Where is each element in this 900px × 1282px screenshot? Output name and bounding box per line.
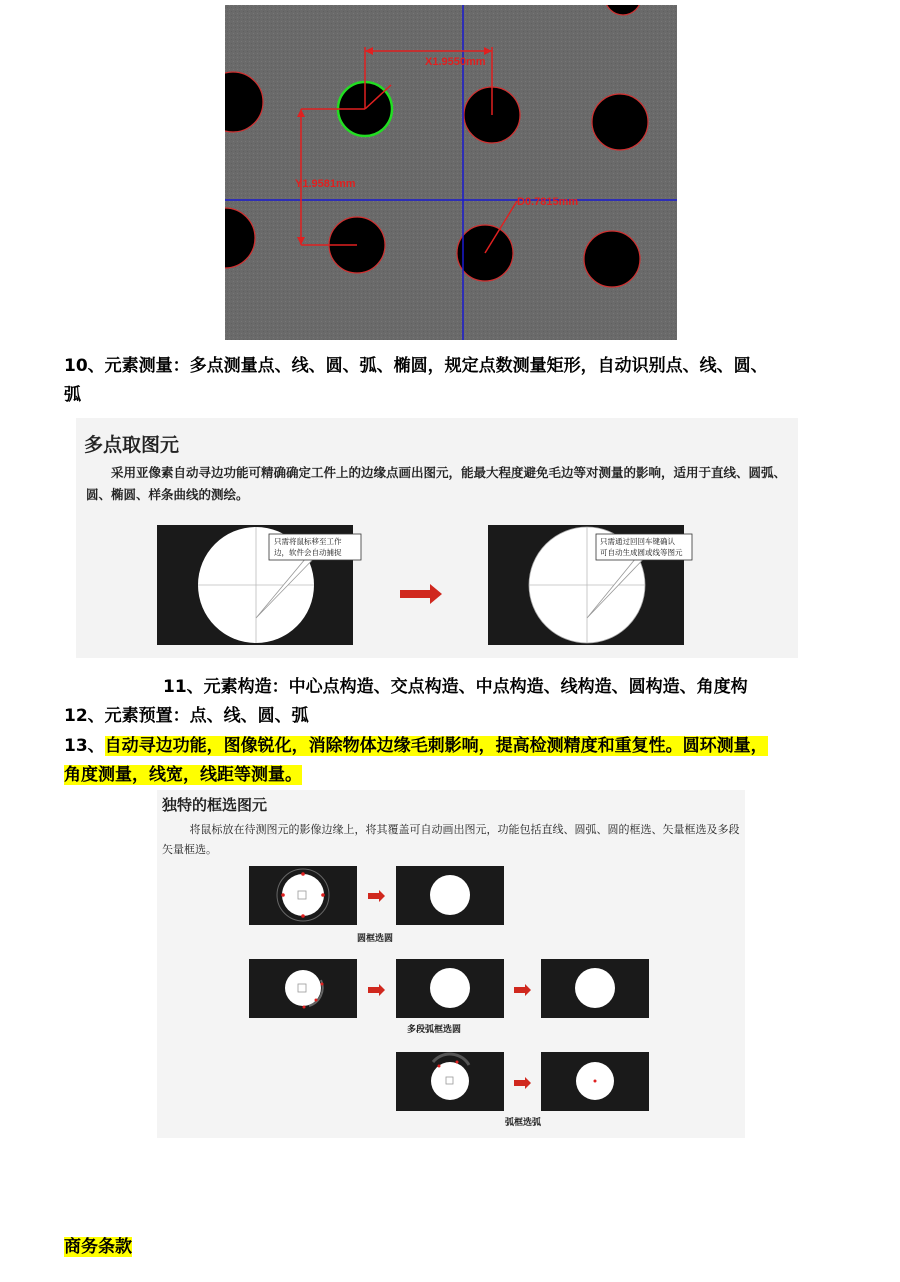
item-13-line2-highlight: 角度测量，线宽，线距等测量。 xyxy=(64,765,302,785)
callout-left-1: 只需将鼠标移至工作 xyxy=(274,537,342,546)
measurement-overlay xyxy=(225,5,677,340)
multi-point-diagram xyxy=(76,418,798,658)
figure-description: 将鼠标放在待测图元的影像边缘上，将其覆盖可自动画出图元，功能包括直线、圆弧、圆的框选、矢量框选及多段矢量框选。 xyxy=(162,823,740,856)
figure-title: 多点取图元 xyxy=(84,434,180,456)
figure-description: 采用亚像素自动寻边功能可精确确定工件上的边缘点画出图元，能最大程度避免毛边等对测量的影响，适用于直线、圆弧、圆、椭圆、样条曲线的测绘。 xyxy=(86,465,787,502)
measurement-image xyxy=(225,5,677,340)
item-13-line2 xyxy=(64,761,302,790)
item-13-line1 xyxy=(64,732,768,761)
hole xyxy=(592,94,648,150)
item-10-line1: 10、元素测量：多点测量点、线、圆、弧、椭圆，规定点数测量矩形，自动识别点、线、圆、 xyxy=(64,356,768,376)
x-dimension-label: X1.9550mm xyxy=(425,56,486,68)
box-select-figure xyxy=(157,790,745,1138)
callout-right-1: 只需通过回回车键确认 xyxy=(600,537,675,546)
section-heading-text: 商务条款 xyxy=(64,1237,132,1257)
hole xyxy=(584,231,640,287)
box-select-diagram xyxy=(157,790,745,1138)
callout-left-2: 边，软件会自动捕捉 xyxy=(274,548,342,557)
caption-circle-select: 圆框选圆 xyxy=(357,934,394,944)
multi-point-figure xyxy=(76,418,798,658)
caption-multi-arc-select: 多段弧框选圆 xyxy=(407,1025,462,1035)
y-dimension-label: Y1.9581mm xyxy=(295,178,356,190)
item-12: 12、元素预置：点、线、圆、弧 xyxy=(64,706,309,726)
item-10-line2: 弧 xyxy=(64,385,81,405)
diameter-label: D0.7815mm xyxy=(517,196,579,208)
figure-title: 独特的框选图元 xyxy=(162,796,268,814)
item-13-number: 13、 xyxy=(64,736,105,756)
item-11: 11、元素构造：中心点构造、交点构造、中点构造、线构造、圆构造、角度构 xyxy=(163,677,748,697)
callout-right-2: 可自动生成圆或线等图元 xyxy=(600,548,683,557)
section-heading xyxy=(64,1233,132,1262)
item-13-highlight: 自动寻边功能，图像锐化，消除物体边缘毛刺影响，提高检测精度和重复性。圆环测量， xyxy=(104,736,768,756)
caption-arc-select: 弧框选弧 xyxy=(505,1118,542,1128)
